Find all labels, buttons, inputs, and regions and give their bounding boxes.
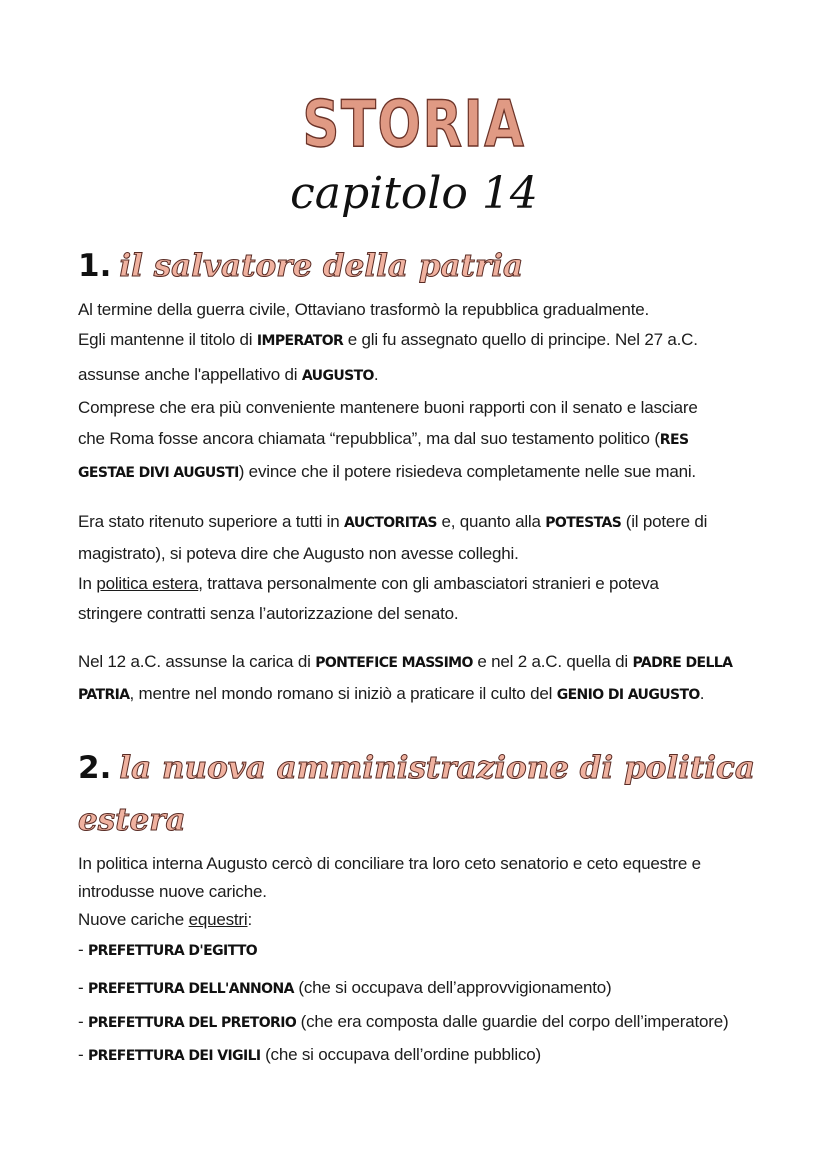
- text-segment: Egli mantenne il titolo di: [78, 330, 257, 349]
- text-segment: magistrato), si poteva dire che Augusto non avesse colleghi.: [78, 544, 519, 563]
- key-term: PREFETTURA D'EGITTO: [87, 943, 258, 959]
- text-segment: Al termine della guerra civile, Ottaviano trasformò la repubblica gradualmente.: [78, 300, 649, 319]
- key-term: PREFETTURA DEI VIGILI: [87, 1048, 261, 1064]
- section-2-heading: [78, 750, 755, 786]
- text-line: [78, 854, 701, 874]
- key-term: AUCTORITAS: [344, 515, 437, 531]
- text-segment: assunse anche l'appellativo di: [78, 365, 302, 384]
- text-line: [78, 462, 696, 482]
- text-segment: .: [373, 365, 379, 384]
- key-term: PREFETTURA DEL PRETORIO: [87, 1015, 297, 1031]
- text-segment: ) evince che il potere risiedeva completamente nelle sue mani.: [238, 462, 696, 481]
- text-line: [78, 544, 519, 564]
- list-item: [78, 940, 257, 960]
- key-term: IMPERATOR: [256, 333, 344, 349]
- text-segment: (che si occupava dell’approvvigionamento): [293, 978, 612, 997]
- section-title: la nuova amministrazione di politica: [119, 750, 755, 786]
- text-line: [78, 882, 267, 902]
- text-line: [78, 330, 698, 350]
- text-segment: -: [78, 1045, 88, 1064]
- text-segment: introdusse nuove cariche.: [78, 882, 267, 901]
- text-segment: -: [78, 940, 88, 959]
- text-segment: Comprese che era più conveniente mantenere buoni rapporti con il senato e lasciare: [78, 398, 698, 417]
- text-segment: -: [78, 1012, 88, 1031]
- section-1-heading: [78, 248, 523, 284]
- text-segment: e nel 2 a.C. quella di: [472, 652, 633, 671]
- key-term: RES: [659, 432, 689, 448]
- text-segment: :: [247, 910, 253, 929]
- chapter-subtitle: capitolo 14: [290, 168, 538, 219]
- text-segment: , mentre nel mondo romano si iniziò a praticare il culto del: [129, 684, 557, 703]
- text-segment: .: [699, 684, 705, 703]
- text-line: [78, 429, 688, 449]
- text-line: [78, 365, 378, 385]
- section-number: 1.: [78, 248, 112, 284]
- key-term: PADRE DELLA: [632, 655, 733, 671]
- key-term: PATRIA: [78, 687, 130, 703]
- list-item: [78, 978, 611, 998]
- text-line: [78, 512, 707, 532]
- text-segment: (che si occupava dell’ordine pubblico): [260, 1045, 541, 1064]
- text-segment: In politica interna Augusto cercò di conciliare tra loro ceto senatorio e ceto equestre e: [78, 854, 701, 873]
- text-line: [78, 604, 458, 624]
- text-line: [78, 574, 659, 594]
- underlined-text: equestri: [188, 910, 248, 929]
- section-title: il salvatore della patria: [119, 248, 524, 284]
- key-term: POTESTAS: [545, 515, 622, 531]
- list-item: [78, 1012, 728, 1032]
- text-segment: , trattava personalmente con gli ambasciatori stranieri e poteva: [198, 574, 659, 593]
- text-segment: In: [78, 574, 97, 593]
- text-line: [78, 910, 252, 930]
- section-2-heading-cont: estera: [78, 802, 186, 838]
- key-term: GENIO DI AUGUSTO: [556, 687, 700, 703]
- text-segment: e, quanto alla: [436, 512, 546, 531]
- section-number: 2.: [78, 750, 112, 786]
- text-segment: Era stato ritenuto superiore a tutti in: [78, 512, 345, 531]
- key-term: AUGUSTO: [301, 368, 374, 384]
- text-segment: stringere contratti senza l’autorizzazione del senato.: [78, 604, 459, 623]
- text-segment: -: [78, 978, 88, 997]
- text-segment: Nuove cariche: [78, 910, 189, 929]
- text-line: [78, 300, 649, 320]
- text-segment: che Roma fosse ancora chiamata “repubblica”, ma dal suo testamento politico (: [78, 429, 660, 448]
- key-term: GESTAE DIVI AUGUSTI: [78, 465, 239, 481]
- list-item: [78, 1045, 541, 1065]
- text-segment: e gli fu assegnato quello di principe. Nel 27 a.C.: [343, 330, 698, 349]
- key-term: PREFETTURA DELL'ANNONA: [87, 981, 294, 997]
- text-segment: Nel 12 a.C. assunse la carica di: [78, 652, 316, 671]
- key-term: PONTEFICE MASSIMO: [315, 655, 473, 671]
- text-line: [78, 398, 698, 418]
- text-line: [78, 652, 732, 672]
- page-title: STORIA: [302, 88, 526, 162]
- text-line: [78, 684, 704, 704]
- text-segment: (che era composta dalle guardie del corpo dell’imperatore): [296, 1012, 729, 1031]
- underlined-text: politica estera: [96, 574, 199, 593]
- text-segment: (il potere di: [621, 512, 708, 531]
